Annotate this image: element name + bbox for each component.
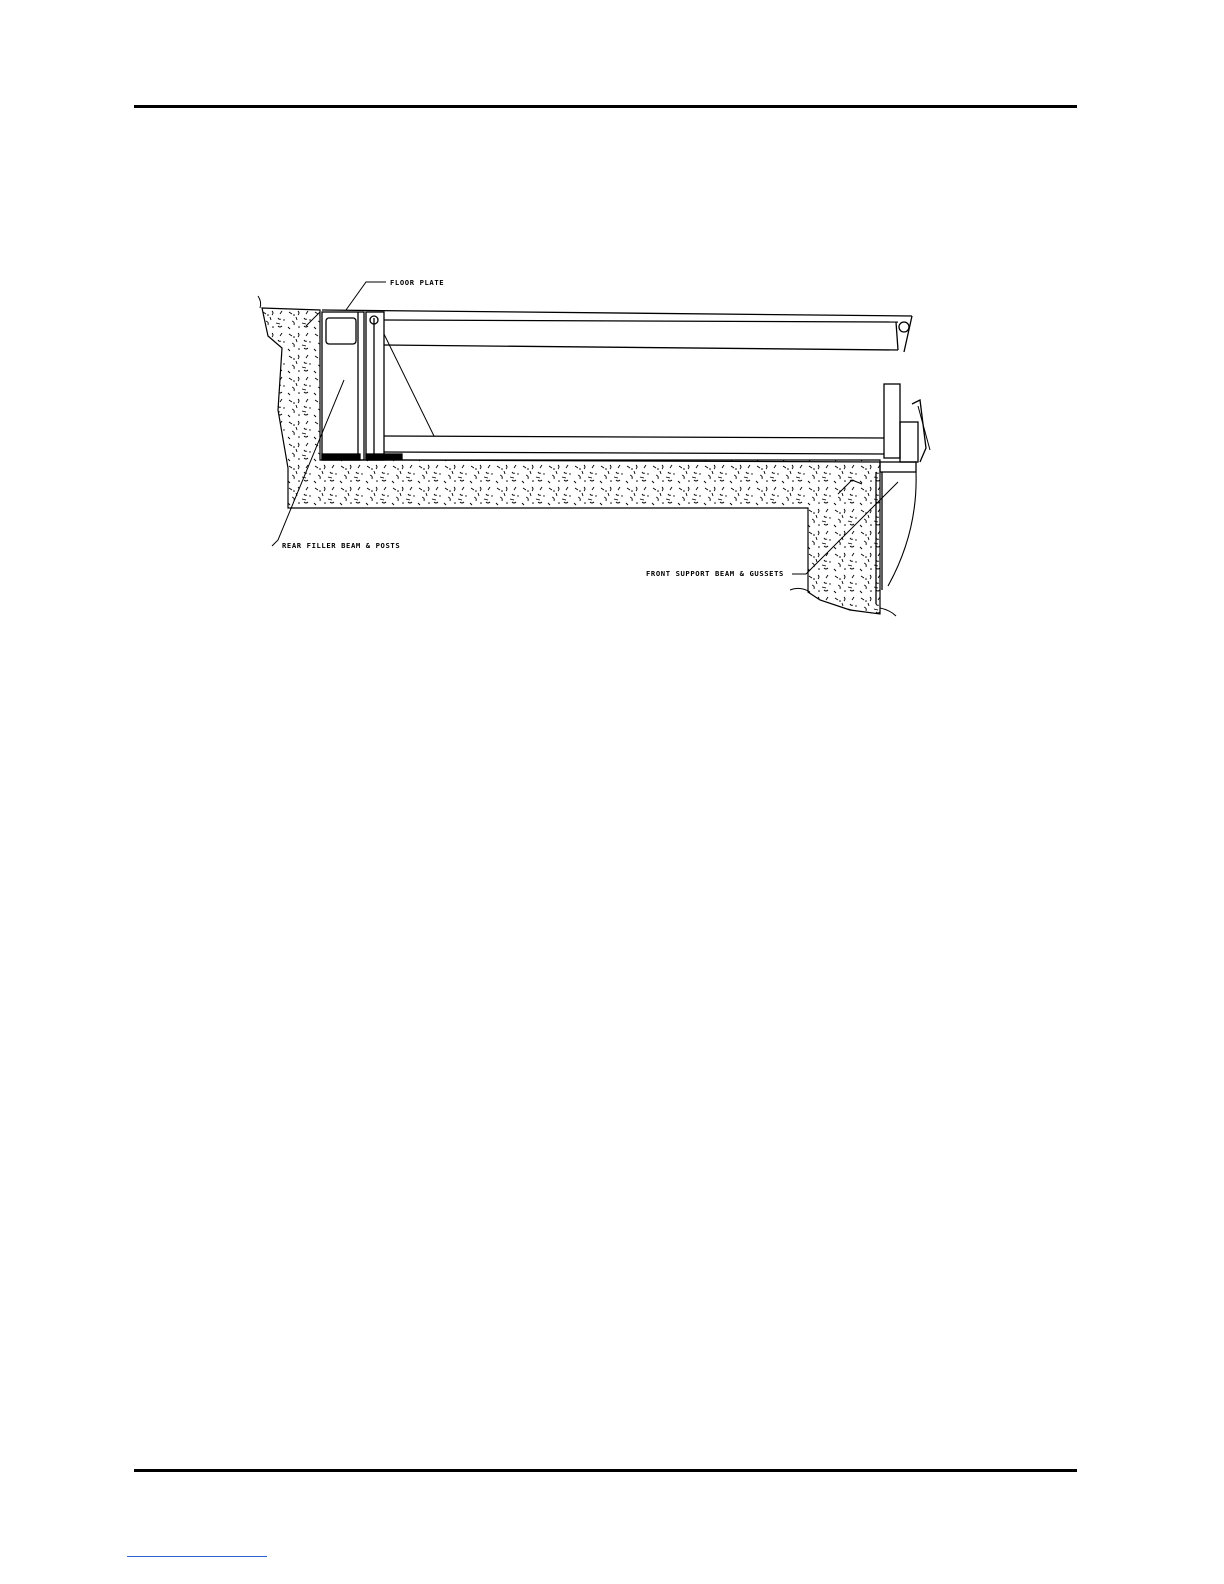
label-floor-plate: FLOOR PLATE: [390, 278, 445, 287]
label-front-support-beam-gussets: FRONT SUPPORT BEAM & GUSSETS: [646, 569, 784, 578]
footer-link-underline[interactable]: [127, 1556, 267, 1557]
label-rear-filler-beam-posts: REAR FILLER BEAM & POSTS: [282, 541, 401, 550]
lower-frame: [384, 436, 884, 462]
footer-rule: [134, 1469, 1077, 1472]
floor-plate-deck: [322, 310, 912, 436]
